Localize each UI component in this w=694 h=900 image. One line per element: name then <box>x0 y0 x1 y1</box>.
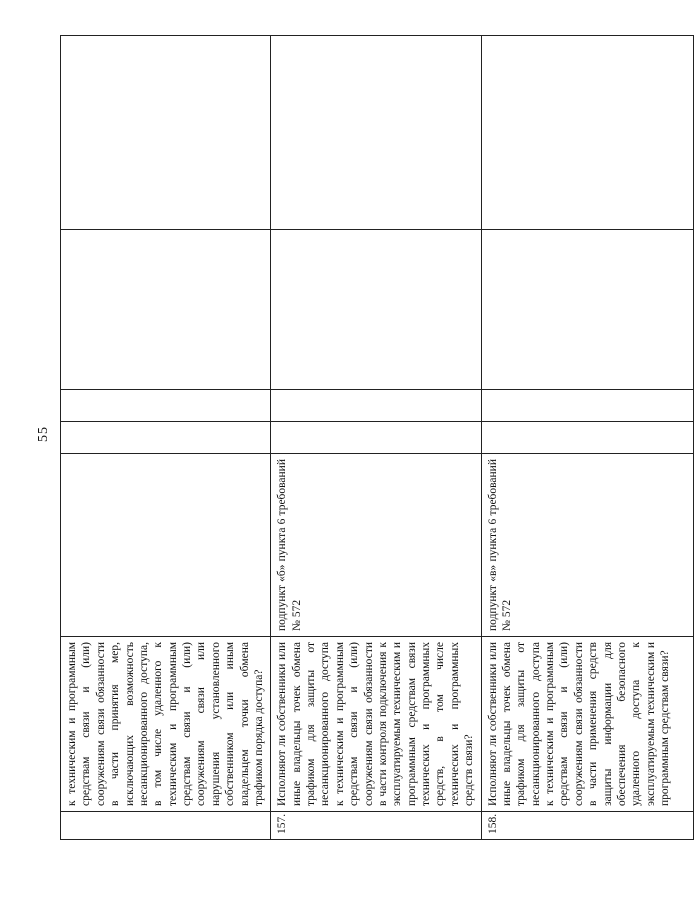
row-number <box>61 812 271 840</box>
answer-cell-na <box>481 230 693 390</box>
answer-cell-yes <box>271 422 481 454</box>
legal-basis: подпункт «б» пункта 6 требований № 572 <box>271 454 481 637</box>
note-cell <box>271 36 481 230</box>
rotated-page-content <box>20 30 671 870</box>
answer-cell-no <box>271 390 481 422</box>
answer-cell-na <box>61 230 271 390</box>
answer-cell-yes <box>61 422 271 454</box>
page-number: 55 <box>36 426 51 442</box>
answer-cell-yes <box>481 422 693 454</box>
legal-basis: подпункт «в» пункта 6 требований № 572 <box>481 454 693 637</box>
note-cell <box>61 36 271 230</box>
question-text: к техническим и программным средствам связи и (или) сооружениям связи обязанности в части принятия мер, исключающих возможность несанкционированного доступа, в том числе удаленного к техническим и программным средствам связи и (или) сооружениям связи или нарушения установленного собственником или иным владельцем точки обмена трафиком порядка доступа? <box>61 637 271 812</box>
note-cell <box>481 36 693 230</box>
table-row <box>271 36 481 840</box>
table-row <box>481 36 693 840</box>
answer-cell-no <box>61 390 271 422</box>
row-number: 157. <box>271 812 481 840</box>
answer-cell-no <box>481 390 693 422</box>
question-text: Исполняют ли собственники или иные владельцы точек обмена трафиком для защиты от несанкционированного доступа к техническим и программным средствам связи и (или) сооружениям связи обязанности в части применения средств защиты информации для обеспечения безопасного удаленного доступа к эксплуатируемым техническим и программным средствам связи? <box>481 637 693 812</box>
checklist-table <box>60 35 694 840</box>
legal-basis <box>61 454 271 637</box>
table-row <box>61 36 271 840</box>
row-number: 158. <box>481 812 693 840</box>
answer-cell-na <box>271 230 481 390</box>
question-text: Исполняют ли собственники или иные владельцы точек обмена трафиком для защиты от несанкционированного доступа к техническим и программным средствам связи и (или) сооружениям связи обязанности в части контроля подключения к эксплуатируемым техническим и программным средствам связи технических и программных средств, в том числе технических и программных средств связи? <box>271 637 481 812</box>
